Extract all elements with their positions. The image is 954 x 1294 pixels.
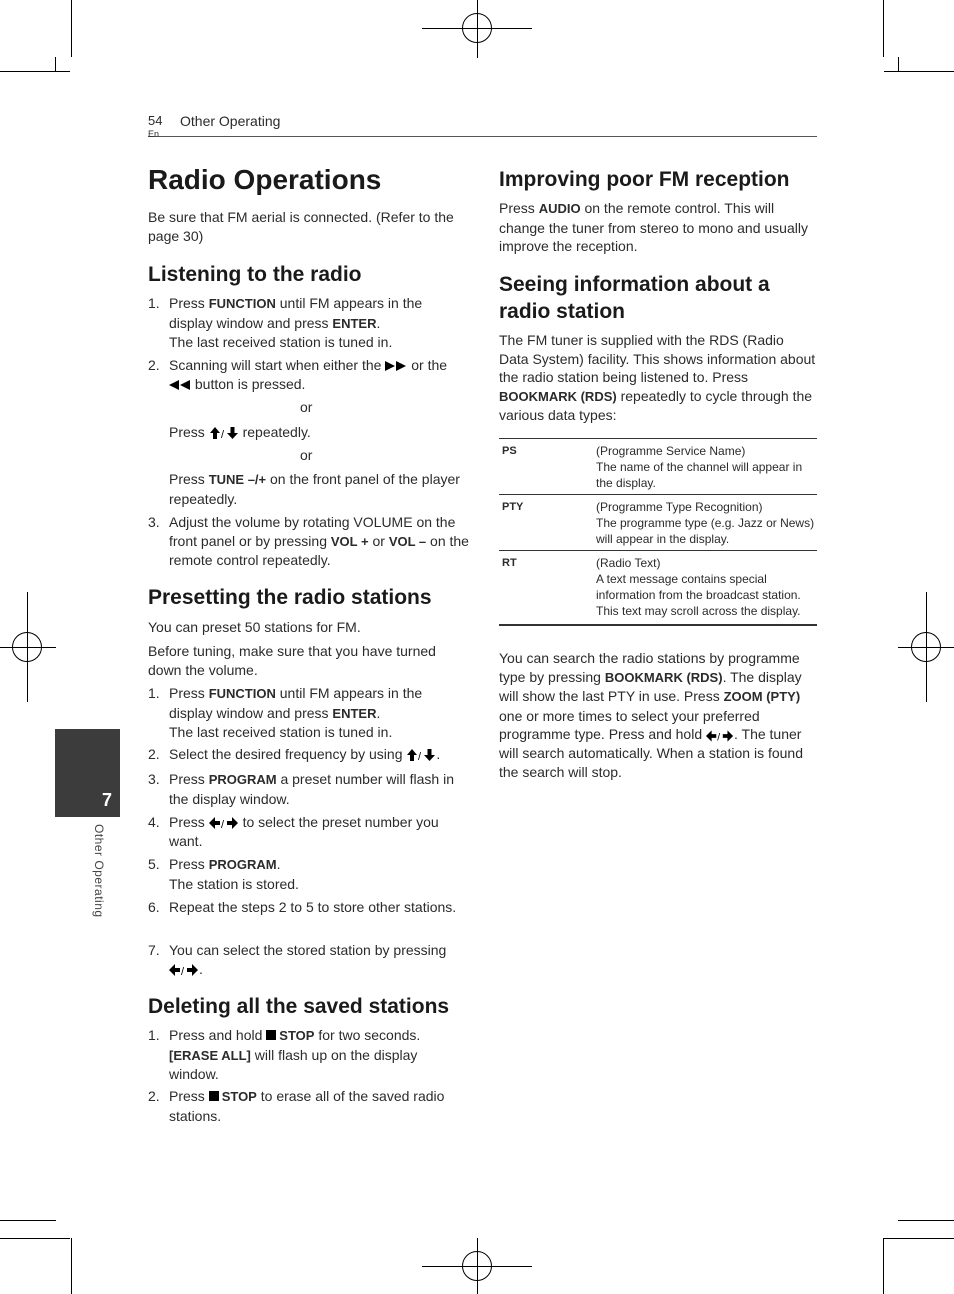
chapter-label: Other Operating <box>92 824 106 918</box>
table-row <box>499 495 817 551</box>
heading-presetting: Presetting the radio stations <box>148 586 432 609</box>
stop-icon <box>209 1091 219 1101</box>
chapter-tab <box>55 729 120 817</box>
heading-seeing: Seeing information about a radio station <box>499 273 770 323</box>
svg-text:/: / <box>181 965 185 976</box>
page-header <box>148 112 817 137</box>
table-row <box>499 439 817 495</box>
table-value: (Radio Text) A text message contains special information from the broadcast station. This text may scroll across the display. <box>594 551 817 626</box>
svg-text:/: / <box>418 751 422 762</box>
svg-text:/: / <box>220 819 224 830</box>
language-code: En <box>148 129 160 139</box>
left-right-arrows-icon <box>169 964 199 976</box>
list-text: Press TUNE –/+ on the front panel of the player repeatedly. <box>169 471 460 507</box>
table-key: PS <box>499 439 594 495</box>
heading-deleting: Deleting all the saved stations <box>148 995 450 1018</box>
table-value: (Programme Type Recognition) The programme type (e.g. Jazz or News) will appear in the display. <box>594 495 817 551</box>
table-key: RT <box>499 551 594 626</box>
search-text: You can search the radio stations by programme type by pressing BOOKMARK (RDS). The display will show the last PTY in use. Press ZOOM (PTY) one or more times to select your preferred programme type. Press and hold / . The tuner will search automatically. When a station is found the search will stop. <box>499 650 803 780</box>
intro-text: Be sure that FM aerial is connected. (Refer to the page 30) <box>148 209 454 244</box>
up-down-arrows-icon <box>406 749 436 761</box>
svg-text:/: / <box>717 732 721 742</box>
improving-text: Press AUDIO on the remote control. This will change the tuner from stereo to mono and usually improve the reception. <box>499 200 808 255</box>
table-key: PTY <box>499 495 594 551</box>
table-value: (Programme Service Name) The name of the channel will appear in the display. <box>594 439 817 495</box>
fast-forward-icon <box>385 361 407 371</box>
table-row <box>499 551 817 626</box>
left-right-arrows-icon <box>706 730 734 742</box>
or-separator: or <box>300 447 313 463</box>
up-down-arrows-icon <box>209 427 239 439</box>
rds-table <box>499 438 817 626</box>
list-text: Press / repeatedly. <box>169 424 311 440</box>
seeing-text: The FM tuner is supplied with the RDS (Radio Data System) facility. This shows information about the radio station being listened to. Press BOOKMARK (RDS) repeatedly to cycle through the various data types: <box>499 332 816 424</box>
page-title: Radio Operations <box>148 164 382 195</box>
heading-listening: Listening to the radio <box>148 263 362 286</box>
chapter-number: 7 <box>101 790 112 810</box>
preset-info: You can preset 50 stations for FM. <box>148 619 361 635</box>
section-name: Other Operating <box>180 113 281 129</box>
or-separator: or <box>300 399 313 415</box>
rewind-icon <box>169 380 191 390</box>
page-number: 54 <box>148 113 163 128</box>
left-right-arrows-icon <box>209 817 239 829</box>
heading-improving: Improving poor FM reception <box>499 168 790 191</box>
svg-text:/: / <box>220 429 224 440</box>
stop-icon <box>266 1030 276 1040</box>
preset-info: Before tuning, make sure that you have turned down the volume. <box>148 643 436 678</box>
